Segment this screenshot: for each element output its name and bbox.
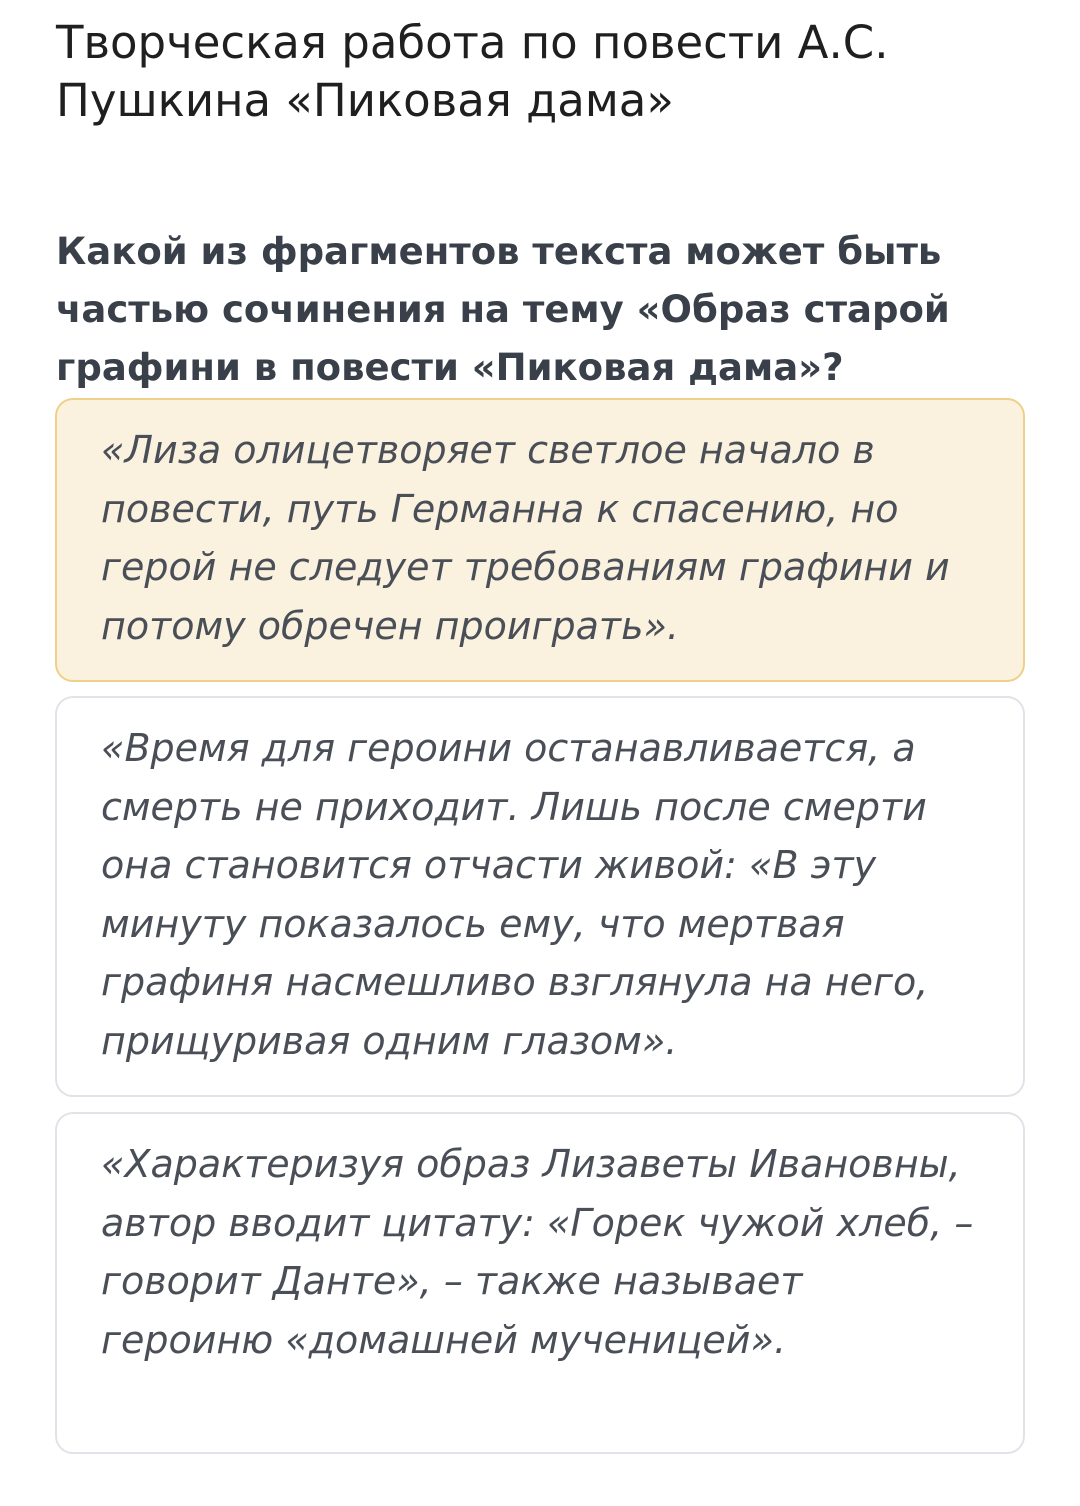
answer-option-text: «Время для героини останавливается, а смерть не приходит. Лишь после смерти она становится отчасти живой: «В эту минуту показалось ему, что мертвая графиня насмешливо взглянула на него, прищуривая одним глазом».	[101, 726, 929, 1063]
answer-option-3[interactable]	[55, 1112, 1025, 1454]
answer-option-2[interactable]	[55, 696, 1025, 1097]
question-text: Какой из фрагментов текста может быть частью сочинения на тему «Образ старой графини в повести «Пиковая дама»?	[56, 230, 950, 389]
answer-option-text: «Лиза олицетворяет светлое начало в повести, путь Германна к спасению, но герой не следует требованиям графини и потому обречен проиграть».	[101, 428, 950, 648]
answer-option-text: «Характеризуя образ Лизаветы Ивановны, автор вводит цитату: «Горек чужой хлеб, – говорит Данте», – также называет героиню «домашней мученицей».	[101, 1142, 974, 1362]
page-title: Творческая работа по повести А.С. Пушкина «Пиковая дама»	[56, 16, 889, 127]
answer-option-1[interactable]	[55, 398, 1025, 682]
